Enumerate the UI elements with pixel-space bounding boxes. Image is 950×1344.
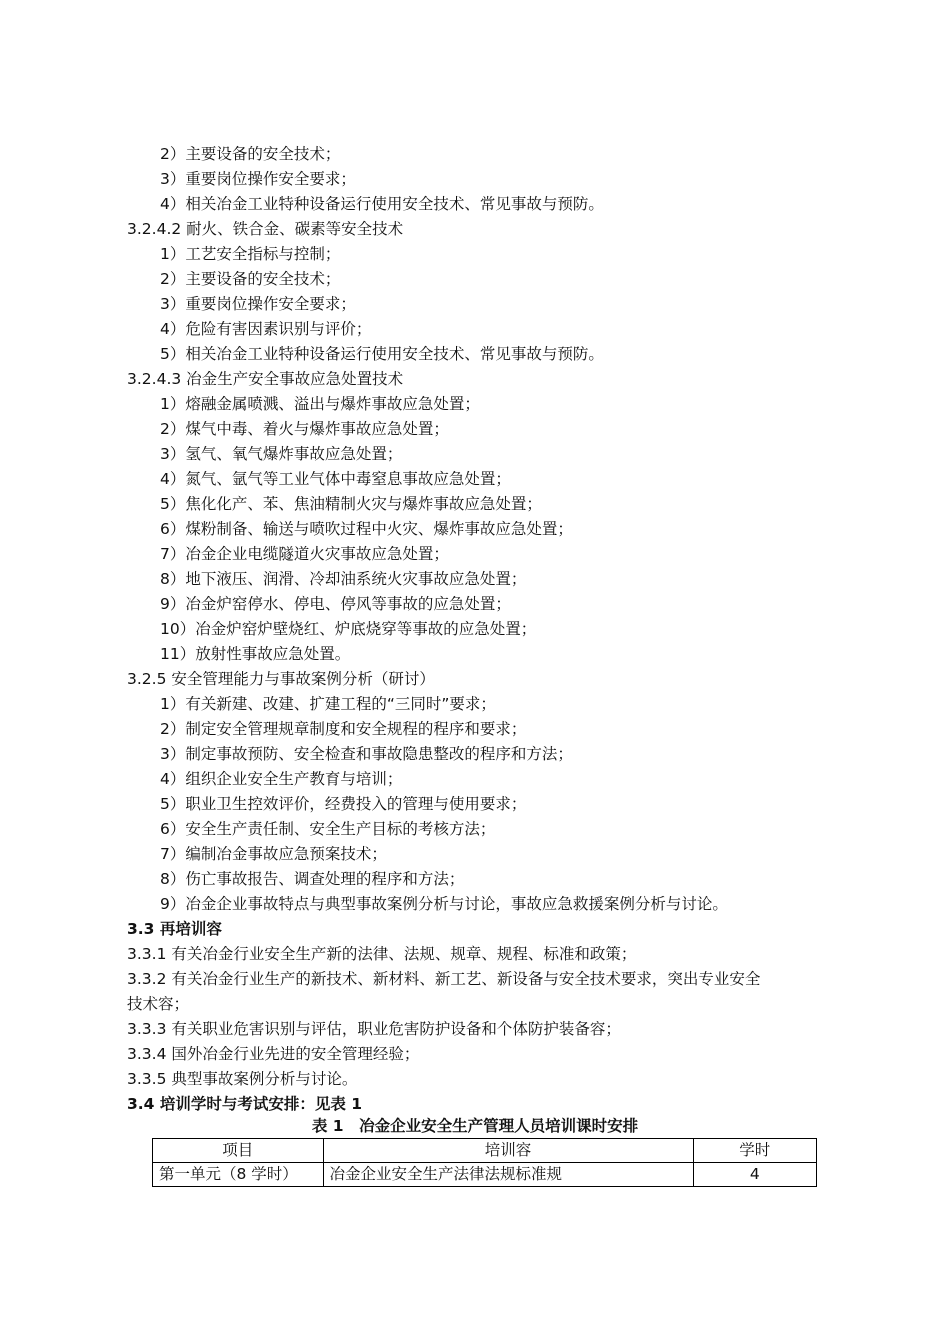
text-line: 7）编制冶金事故应急预案技术； [160, 845, 387, 863]
schedule-table [152, 1138, 817, 1187]
table-header-row [153, 1139, 817, 1163]
text-line: 1）工艺安全指标与控制； [160, 245, 341, 263]
text-line: 3）制定事故预防、安全检查和事故隐患整改的程序和方法； [160, 745, 573, 763]
header-cell: 学时 [693, 1139, 816, 1163]
text-line: 6）安全生产责任制、安全生产目标的考核方法； [160, 820, 496, 838]
text-line: 技术容； [127, 995, 190, 1013]
text-line: 2）煤气中毒、着火与爆炸事故应急处置； [160, 420, 449, 438]
table-cell: 冶金企业安全生产法律法规标准规 [323, 1163, 693, 1187]
text-line: 3.3.5 典型事故案例分析与讨论。 [127, 1070, 358, 1088]
text-line: 4）相关冶金工业特种设备运行使用安全技术、常见事故与预防。 [160, 195, 604, 213]
text-line: 8）地下液压、润滑、冷却油系统火灾事故应急处置； [160, 570, 527, 588]
table-row [153, 1163, 817, 1187]
text-line: 8）伤亡事故报告、调查处理的程序和方法； [160, 870, 465, 888]
text-line: 3.3.4 国外冶金行业先进的安全管理经验； [127, 1045, 420, 1063]
section-heading: 3.3 再培训容 [127, 920, 222, 938]
table-cell: 第一单元（8 学时） [153, 1163, 324, 1187]
header-cell: 项目 [153, 1139, 324, 1163]
text-line: 2）主要设备的安全技术； [160, 145, 341, 163]
text-line: 3）重要岗位操作安全要求； [160, 170, 356, 188]
text-line: 4）氮气、氩气等工业气体中毒窒息事故应急处置； [160, 470, 511, 488]
text-line: 11）放射性事故应急处置。 [160, 645, 351, 663]
text-line: 7）冶金企业电缆隧道火灾事故应急处置； [160, 545, 449, 563]
table-caption: 表 1 冶金企业安全生产管理人员培训课时安排 [311, 1117, 639, 1135]
text-line: 4）组织企业安全生产教育与培训； [160, 770, 403, 788]
text-line: 2）制定安全管理规章制度和安全规程的程序和要求； [160, 720, 527, 738]
text-line: 1）熔融金属喷溅、溢出与爆炸事故应急处置； [160, 395, 480, 413]
text-line: 4）危险有害因素识别与评价； [160, 320, 372, 338]
text-line: 3）重要岗位操作安全要求； [160, 295, 356, 313]
section-heading: 3.4 培训学时与考试安排：见表 1 [127, 1095, 363, 1113]
section-heading: 3.2.4.2 耐火、铁合金、碳素等安全技术 [127, 220, 404, 238]
text-line: 3.3.2 有关冶金行业生产的新技术、新材料、新工艺、新设备与安全技术要求，突出专业安全 [127, 970, 761, 988]
section-heading: 3.2.4.3 冶金生产安全事故应急处置技术 [127, 370, 404, 388]
header-cell: 培训容 [323, 1139, 693, 1163]
text-line: 1）有关新建、改建、扩建工程的“三同时”要求； [160, 695, 496, 713]
text-line: 9）冶金企业事故特点与典型事故案例分析与讨论，事故应急救援案例分析与讨论。 [160, 895, 728, 913]
table-cell: 4 [693, 1163, 816, 1187]
text-line: 9）冶金炉窑停水、停电、停风等事故的应急处置； [160, 595, 511, 613]
text-line: 6）煤粉制备、输送与喷吹过程中火灾、爆炸事故应急处置； [160, 520, 573, 538]
text-line: 10）冶金炉窑炉壁烧红、炉底烧穿等事故的应急处置； [160, 620, 537, 638]
section-heading: 3.2.5 安全管理能力与事故案例分析（研讨） [127, 670, 435, 688]
text-line: 5）职业卫生控效评价，经费投入的管理与使用要求； [160, 795, 527, 813]
text-line: 5）焦化化产、苯、焦油精制火灾与爆炸事故应急处置； [160, 495, 542, 513]
text-line: 3.3.3 有关职业危害识别与评估，职业危害防护设备和个体防护装备容； [127, 1020, 621, 1038]
text-line: 5）相关冶金工业特种设备运行使用安全技术、常见事故与预防。 [160, 345, 604, 363]
text-line: 3.3.1 有关冶金行业安全生产新的法律、法规、规章、规程、标准和政策； [127, 945, 637, 963]
text-line: 3）氢气、氧气爆炸事故应急处置； [160, 445, 403, 463]
text-line: 2）主要设备的安全技术； [160, 270, 341, 288]
